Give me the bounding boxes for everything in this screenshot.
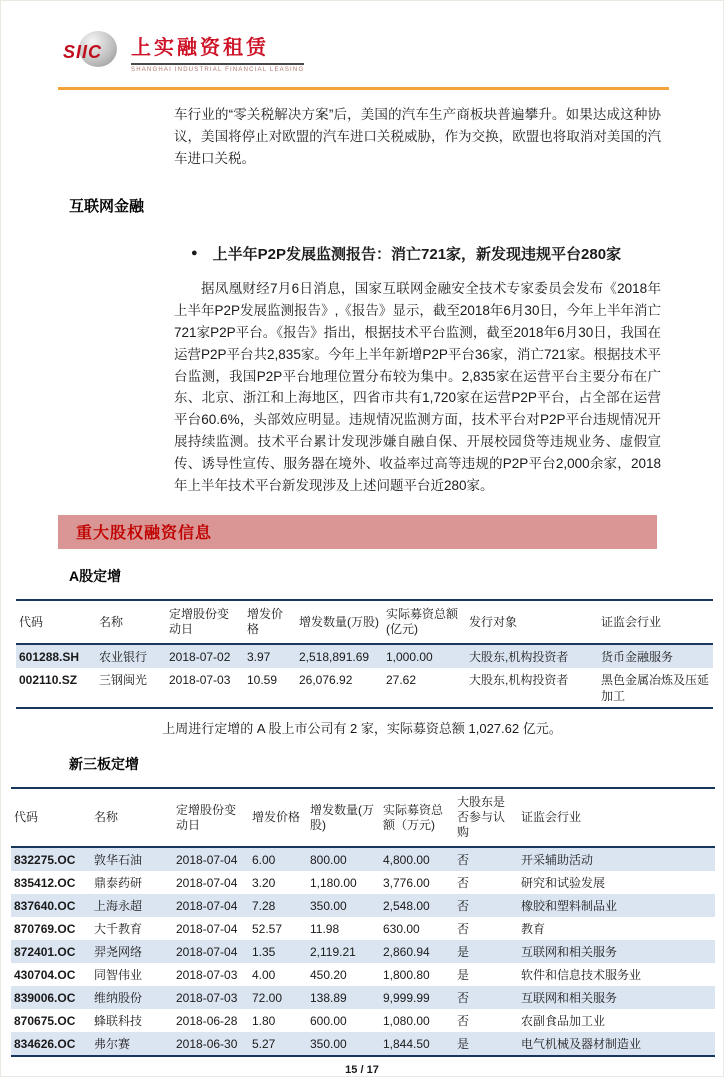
table-cell: 2,119.21 bbox=[310, 945, 356, 960]
table-row bbox=[11, 894, 715, 917]
table-cell: 上海永超 bbox=[94, 899, 143, 914]
table-cell: 否 bbox=[457, 853, 470, 868]
table-cell: 3,776.00 bbox=[383, 876, 430, 891]
table-cell: 三钢闽光 bbox=[99, 673, 148, 688]
table-cell: 6.00 bbox=[252, 853, 276, 868]
table-cell: 否 bbox=[457, 1014, 470, 1029]
table-cell: 大千教育 bbox=[94, 922, 143, 937]
table-cell: 2,548.00 bbox=[383, 899, 430, 914]
table-cell: 839006.OC bbox=[14, 991, 76, 1006]
table-cell: 互联网和相关服务 bbox=[521, 991, 618, 1006]
table-cell: 72.00 bbox=[252, 991, 283, 1006]
table-cell: 2018-07-04 bbox=[176, 853, 238, 868]
table-cell: 1,080.00 bbox=[383, 1014, 430, 1029]
table-cell: 4.00 bbox=[252, 968, 276, 983]
table-cell: 52.57 bbox=[252, 922, 283, 937]
column-header: 证监会行业 bbox=[598, 600, 713, 644]
table-cell: 834626.OC bbox=[14, 1037, 76, 1052]
table-row bbox=[11, 986, 715, 1009]
table-cell: 同智伟业 bbox=[94, 968, 143, 983]
banner-major-equity-financing: 重大股权融资信息 bbox=[58, 515, 657, 549]
header-divider bbox=[58, 87, 669, 90]
table-cell: 1.80 bbox=[252, 1014, 276, 1029]
column-header: 大股东是否参与认购 bbox=[454, 788, 518, 847]
table-cell: 4,800.00 bbox=[383, 853, 430, 868]
table-header-row bbox=[16, 600, 713, 644]
bullet-icon: ● bbox=[191, 247, 198, 260]
table-cell: 大股东,机构投资者 bbox=[469, 650, 569, 665]
column-header: 名称 bbox=[96, 600, 166, 644]
table-cell: 600.00 bbox=[310, 1014, 347, 1029]
column-header: 增发价格 bbox=[244, 600, 296, 644]
a-share-summary-note: 上周进行定增的 A 股上市公司有 2 家，实际募资总额 1,027.62 亿元。 bbox=[162, 721, 562, 737]
table-cell: 870675.OC bbox=[14, 1014, 76, 1029]
table-row bbox=[11, 963, 715, 986]
table-row bbox=[11, 917, 715, 940]
table-cell: 否 bbox=[457, 922, 470, 937]
page-number: 15 / 17 bbox=[345, 1064, 379, 1077]
table-cell: 1,844.50 bbox=[383, 1037, 430, 1052]
table-cell: 5.27 bbox=[252, 1037, 276, 1052]
column-header: 代码 bbox=[16, 600, 96, 644]
section-title-internet-finance: 互联网金融 bbox=[69, 198, 145, 216]
table-cell: 27.62 bbox=[386, 673, 417, 688]
table-cell: 研究和试验发展 bbox=[521, 876, 606, 891]
table-cell: 7.28 bbox=[252, 899, 276, 914]
table-cell: 430704.OC bbox=[14, 968, 76, 983]
table-cell: 教育 bbox=[521, 922, 546, 937]
table-row bbox=[11, 847, 715, 871]
table-cell: 否 bbox=[457, 991, 470, 1006]
table-cell: 2,518,891.69 bbox=[299, 650, 370, 665]
table-cell: 1,180.00 bbox=[310, 876, 357, 891]
intro-paragraph: 车行业的“零关税解决方案”后，美国的汽车生产商板块普遍攀升。如果达成这种协议，美国将停止对欧盟的汽车进口关税威胁，作为交换，欧盟也将取消对美国的汽车进口关税。 bbox=[174, 107, 661, 166]
table-cell: 630.00 bbox=[383, 922, 420, 937]
table-cell: 蜂联科技 bbox=[94, 1014, 143, 1029]
table-cell: 敦华石油 bbox=[94, 853, 143, 868]
a-share-placement-title: A股定增 bbox=[69, 568, 122, 585]
table-cell: 是 bbox=[457, 945, 470, 960]
column-header: 定增股份变动日 bbox=[173, 788, 249, 847]
table-cell: 9,999.99 bbox=[383, 991, 430, 1006]
column-header: 代码 bbox=[11, 788, 91, 847]
column-header: 定增股份变动日 bbox=[166, 600, 244, 644]
table-cell: 互联网和相关服务 bbox=[521, 945, 618, 960]
table-cell: 832275.OC bbox=[14, 853, 76, 868]
table-cell: 2018-07-04 bbox=[176, 945, 238, 960]
page-header bbox=[1, 1, 723, 73]
table-row bbox=[16, 668, 713, 708]
column-header: 增发数量(万股) bbox=[296, 600, 383, 644]
table-cell: 350.00 bbox=[310, 1037, 347, 1052]
table-cell: 软件和信息技术服务业 bbox=[521, 968, 642, 983]
logo-company-name-en: SHANGHAI INDUSTRIAL FINANCIAL LEASING bbox=[131, 67, 305, 73]
column-header: 证监会行业 bbox=[518, 788, 715, 847]
table-cell: 837640.OC bbox=[14, 899, 76, 914]
table-cell: 货币金融服务 bbox=[601, 650, 674, 665]
table-cell: 2018-07-04 bbox=[176, 922, 238, 937]
table-cell: 农副食品加工业 bbox=[521, 1014, 606, 1029]
table-cell: 10.59 bbox=[247, 673, 278, 688]
table-cell: 2018-07-03 bbox=[169, 673, 231, 688]
column-header: 增发数量(万股) bbox=[307, 788, 380, 847]
table-row bbox=[11, 1032, 715, 1056]
table-cell: 2018-07-04 bbox=[176, 899, 238, 914]
table-cell: 橡胶和塑料制品业 bbox=[521, 899, 618, 914]
table-cell: 弗尔赛 bbox=[94, 1037, 131, 1052]
table-cell: 1.35 bbox=[252, 945, 276, 960]
globe-icon bbox=[63, 31, 123, 71]
a-share-table bbox=[16, 599, 713, 709]
column-header: 实际募资总额(亿元) bbox=[383, 600, 466, 644]
table-cell: 1,000.00 bbox=[386, 650, 433, 665]
table-cell: 黑色金属冶炼及压延加工 bbox=[601, 673, 710, 704]
table-cell: 2018-06-30 bbox=[176, 1037, 238, 1052]
table-cell: 26,076.92 bbox=[299, 673, 353, 688]
column-header: 增发价格 bbox=[249, 788, 307, 847]
table-cell: 农业银行 bbox=[99, 650, 148, 665]
table-cell: 350.00 bbox=[310, 899, 347, 914]
table-cell: 是 bbox=[457, 1037, 470, 1052]
table-cell: 002110.SZ bbox=[19, 673, 78, 688]
table-cell: 是 bbox=[457, 968, 470, 983]
table-cell: 否 bbox=[457, 876, 470, 891]
table-cell: 11.98 bbox=[310, 922, 340, 937]
table-row bbox=[11, 871, 715, 894]
table-cell: 835412.OC bbox=[14, 876, 76, 891]
table-cell: 鼎泰药研 bbox=[94, 876, 143, 891]
table-row bbox=[11, 940, 715, 963]
table-cell: 2018-07-03 bbox=[176, 968, 238, 983]
table-cell: 2018-06-28 bbox=[176, 1014, 238, 1029]
table-cell: 3.20 bbox=[252, 876, 276, 891]
table-header-row bbox=[11, 788, 715, 847]
table-cell: 否 bbox=[457, 899, 470, 914]
table-cell: 138.89 bbox=[310, 991, 347, 1006]
table-row bbox=[16, 644, 713, 668]
table-cell: 2018-07-04 bbox=[176, 876, 238, 891]
table-cell: 2018-07-02 bbox=[169, 650, 231, 665]
table-cell: 2018-07-03 bbox=[176, 991, 238, 1006]
p2p-report-heading-text: 上半年P2P发展监测报告：消亡721家，新发现违规平台280家 bbox=[212, 246, 622, 264]
table-cell: 维纳股份 bbox=[94, 991, 143, 1006]
table-cell: 601288.SH bbox=[19, 650, 80, 665]
p2p-report-heading bbox=[191, 243, 683, 264]
table-cell: 电气机械及器材制造业 bbox=[521, 1037, 642, 1052]
table-cell: 800.00 bbox=[310, 853, 347, 868]
table-cell: 开采辅助活动 bbox=[521, 853, 594, 868]
column-header: 实际募资总额（万元) bbox=[380, 788, 454, 847]
logo-siic-text: SIIC bbox=[63, 42, 103, 62]
p2p-report-body: 据凤凰财经7月6日消息，国家互联网金融安全技术专家委员会发布《2018年上半年P2P发展监测报告》,《报告》显示，截至2018年6月30日，今年上半年消亡721家P2P平台。《报告》指出，根据技术平台监测，截至2018年6月30日，我国在运营P2P平台共2,835家。今年上半年新增P2P平台36家，消亡721家。根据技术平台监测，我国P2P平台地理位置分布较为集中。2,835家在运营平台主要分布在广东、北京、浙江和上海地区，四省市共有1,720家在运营P2P平台，占全部在运营平台60.6%，头部效应明显。违规情况监测方面，技术平台对P2P平台违规情况开展持续监测。技术平台累计发现涉嫌自融自保、开展校园贷等违规业务、虚假宣传、诱导性宣传、服务器在境外、收益率过高等违规的P2P平台2,000余家，2018年上半年技术平台新发现涉及上述问题平台近280家。 bbox=[174, 281, 661, 493]
table-cell: 2,860.94 bbox=[383, 945, 430, 960]
neeq-table bbox=[11, 787, 715, 1057]
table-cell: 羿尧网络 bbox=[94, 945, 143, 960]
neeq-placement-title: 新三板定增 bbox=[69, 756, 139, 773]
column-header: 名称 bbox=[91, 788, 173, 847]
table-cell: 1,800.80 bbox=[383, 968, 430, 983]
table-cell: 3.97 bbox=[247, 650, 271, 665]
table-cell: 大股东,机构投资者 bbox=[469, 673, 569, 688]
table-cell: 872401.OC bbox=[14, 945, 76, 960]
logo-company-name: 上实融资租赁 bbox=[131, 31, 304, 65]
table-cell: 450.20 bbox=[310, 968, 347, 983]
table-row bbox=[11, 1009, 715, 1032]
column-header: 发行对象 bbox=[466, 600, 598, 644]
table-cell: 870769.OC bbox=[14, 922, 76, 937]
siic-logo bbox=[63, 31, 669, 73]
